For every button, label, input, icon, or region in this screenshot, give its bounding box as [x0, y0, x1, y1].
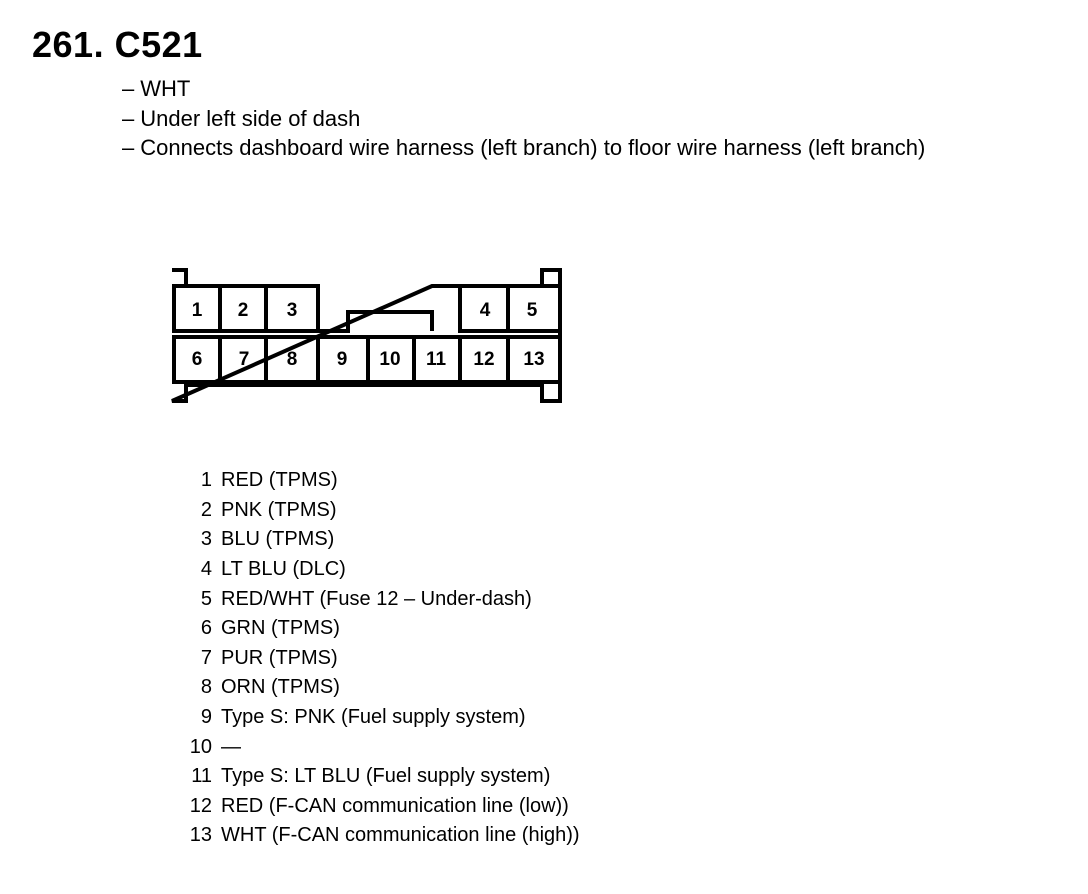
pin-label: 2	[237, 300, 249, 321]
pin-number: 10	[189, 735, 212, 758]
pin-label: 13	[523, 349, 545, 370]
note-text: Connects dashboard wire harness (left branch) to floor wire harness (left branch)	[140, 135, 926, 160]
connector-notes	[122, 74, 925, 163]
pin-number: 4	[200, 558, 212, 581]
note-location: – Under left side of dash	[122, 105, 361, 131]
pin-description: PNK (TPMS)	[221, 498, 337, 521]
note-color: – WHT	[122, 76, 191, 101]
pin-description: GRN (TPMS)	[221, 617, 340, 640]
pin-number: 11	[191, 765, 212, 788]
pin-description: PUR (TPMS)	[221, 646, 338, 669]
note-connection: – Connects dashboard wire harness (left branch) to floor wire harness (left branch)	[122, 135, 926, 160]
pin-number: 7	[200, 646, 212, 669]
pin-number: 1	[200, 469, 212, 492]
pin-description: —	[221, 735, 241, 758]
list-item	[180, 525, 580, 555]
pin-label: 4	[479, 300, 491, 321]
pin-number: 3	[200, 528, 212, 551]
pin-label: 11	[425, 349, 447, 370]
list-item	[180, 496, 580, 526]
pin-label: 6	[191, 349, 203, 370]
pin-label: 3	[286, 300, 298, 321]
pin-description: RED (TPMS)	[221, 469, 338, 492]
list-item	[180, 644, 580, 674]
list-item	[180, 762, 580, 792]
list-item	[180, 466, 580, 496]
pin-assignment-list	[180, 466, 580, 851]
pin-label: 5	[526, 300, 538, 321]
connector-diagram	[168, 266, 566, 406]
list-item	[180, 821, 580, 851]
pin-description: WHT (F-CAN communication line (high))	[221, 824, 580, 847]
pin-description: Type S: LT BLU (Fuel supply system)	[221, 765, 551, 788]
pin-description: ORN (TPMS)	[221, 676, 340, 699]
pin-description: RED/WHT (Fuse 12 – Under-dash)	[221, 587, 532, 610]
pin-description: LT BLU (DLC)	[221, 558, 346, 581]
pin-description: BLU (TPMS)	[221, 528, 335, 551]
list-item	[180, 732, 580, 762]
pin-description: RED (F-CAN communication line (low))	[221, 794, 569, 817]
pin-description: Type S: PNK (Fuel supply system)	[221, 706, 526, 729]
pin-label: 1	[191, 300, 203, 321]
pin-number: 9	[200, 706, 212, 729]
pin-label: 7	[238, 349, 250, 370]
list-item	[180, 703, 580, 733]
page-title: 261. C521	[32, 24, 203, 65]
pin-label: 12	[473, 349, 495, 370]
list-item	[180, 792, 580, 822]
list-item	[180, 673, 580, 703]
pin-number: 2	[200, 498, 212, 521]
list-item	[180, 614, 580, 644]
pin-number: 13	[189, 824, 212, 847]
pin-number: 6	[200, 617, 212, 640]
pin-number: 5	[200, 587, 212, 610]
pin-label: 10	[379, 349, 401, 370]
note-text: WHT	[140, 76, 191, 101]
pin-label: 9	[336, 349, 348, 370]
pin-label: 8	[286, 349, 298, 370]
connector-face	[168, 266, 566, 406]
list-item	[180, 555, 580, 585]
pin-number: 12	[189, 794, 212, 817]
list-item	[180, 584, 580, 614]
note-text: Under left side of dash	[140, 105, 361, 131]
pin-number: 8	[200, 676, 212, 699]
